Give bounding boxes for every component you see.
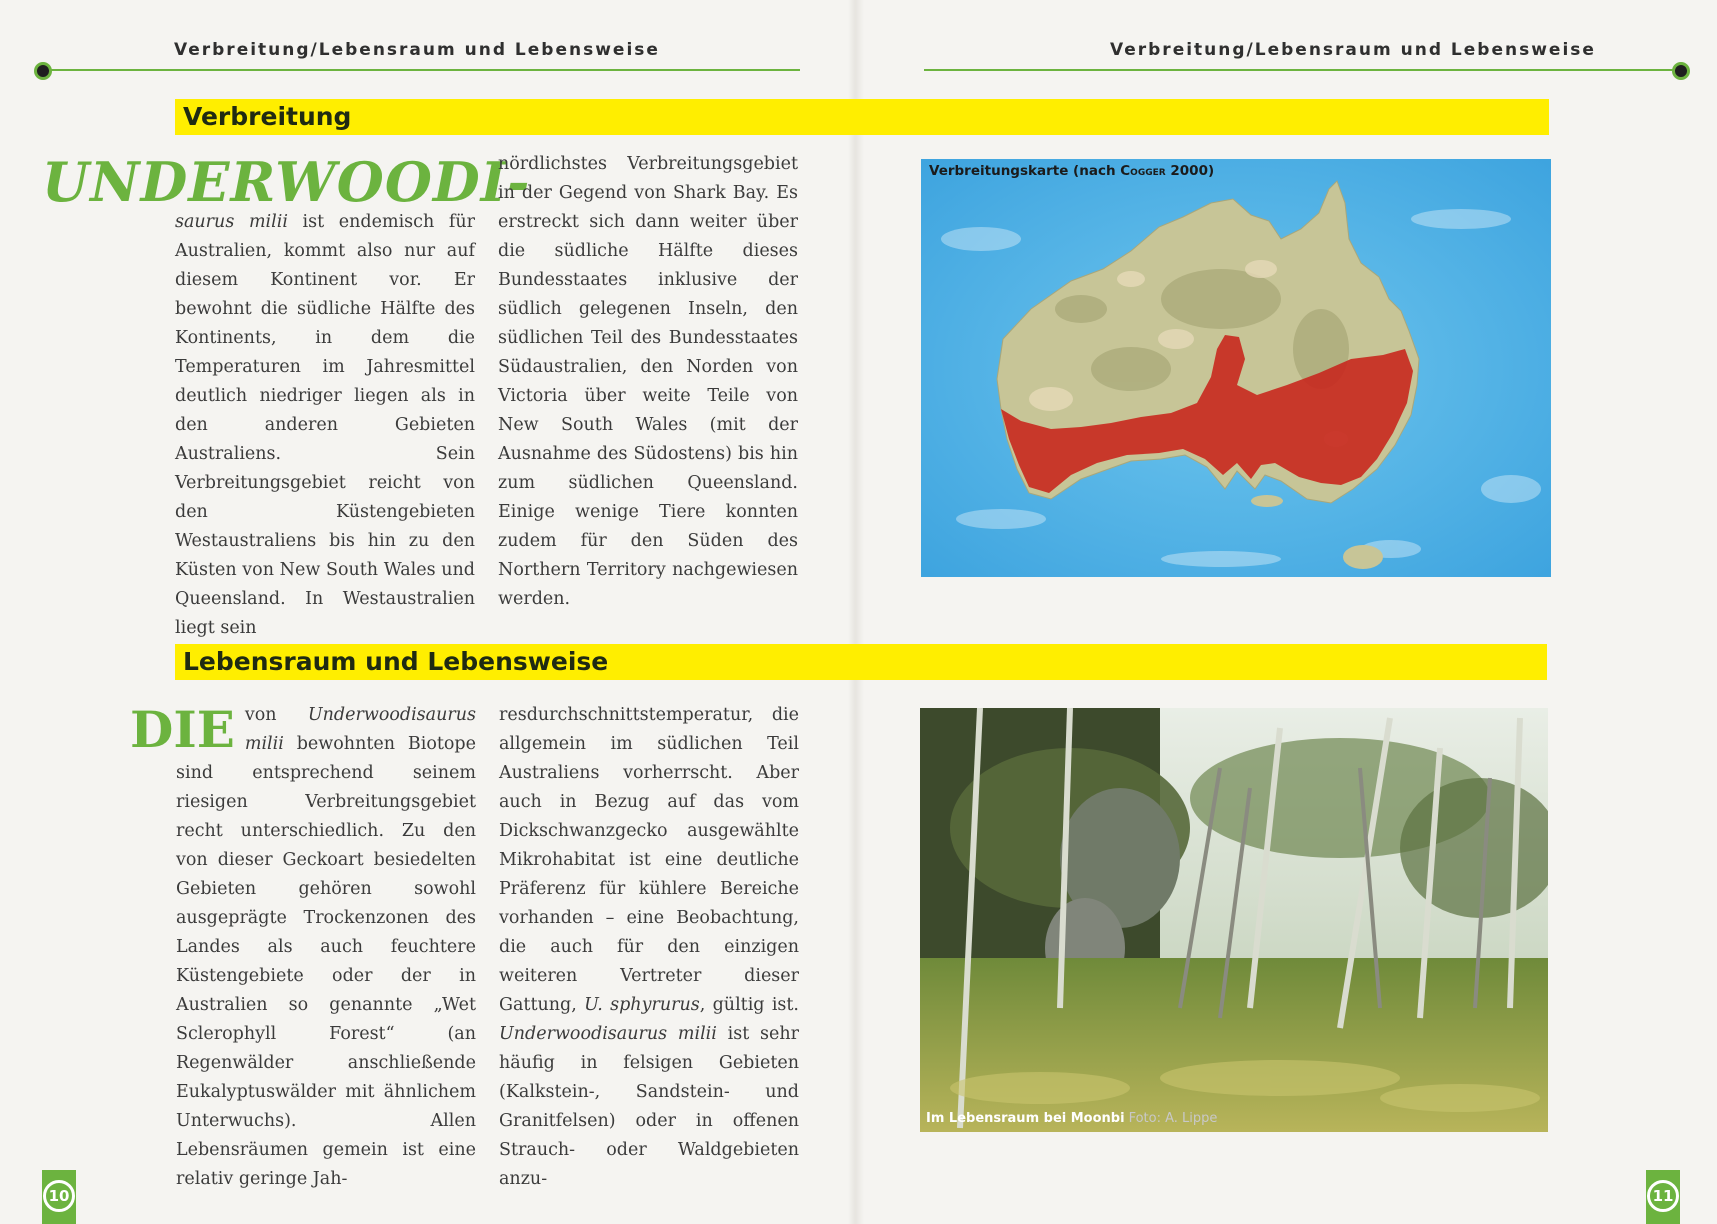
lebensraum-text-2c: ist sehr häufig in felsigen Gebieten (Kalkstein-, Sandstein- und Granitfelsen) oder in offenen Strauch- oder Waldgebieten anzu- — [499, 1024, 799, 1189]
species-name-italic: saurus milii — [175, 212, 288, 232]
map-caption-text: Verbreitungskarte (nach — [929, 163, 1121, 179]
verbreitung-column-2 — [498, 150, 798, 614]
header-rule-dot-right — [1672, 62, 1690, 80]
page-number-right — [1646, 1170, 1680, 1224]
photo-caption-text: Im Lebensraum bei Moonbi — [926, 1111, 1125, 1126]
photo-credit: Foto: A. Lippe — [1128, 1111, 1218, 1126]
forest-photo-graphic — [920, 708, 1548, 1132]
page-number-left — [42, 1170, 76, 1224]
section-title-verbreitung: Verbreitung — [183, 102, 352, 131]
lebensraum-column-2 — [499, 701, 799, 1194]
species-name-sphyrurus: U. sphyrurus — [584, 995, 700, 1015]
page-number-right-label: 11 — [1647, 1180, 1679, 1212]
spread-gutter — [848, 0, 864, 1224]
species-name-milii: Underwoodisaurus milii — [499, 1024, 717, 1044]
habitat-photo — [920, 708, 1548, 1132]
running-head-left: Verbreitung/Lebensraum und Lebensweise — [174, 40, 660, 60]
verbreitung-text-1: ist endemisch für Australien, kommt also nur auf diesem Kontinent vor. Er bewohnt die südliche Hälfte des Kontinents, in dem die Temperaturen im Jahresmittel deutlich niedriger liegen als in den anderen Gebieten Australiens. Sein Verbreitungsgebiet reicht von den Küstengebieten Westaustraliens bis hin zu den Küsten von New South Wales und Queensland. In Westaustralien liegt sein — [175, 212, 475, 638]
verbreitung-column-1 — [175, 208, 475, 643]
kangaroo-island — [1251, 495, 1283, 507]
lebensraum-text-2a: resdurchschnittstemperatur, die allgemein im südlichen Teil Australiens vorherrscht. Aber auch in Bezug auf das vom Dickschwanzgecko ausgewählte Mikrohabitat ist eine deutliche Präferenz für kühlere Bereiche vorhanden – eine Beobachtung, die auch für den einzigen weiteren Vertreter dieser Gattung, — [499, 705, 799, 1015]
dropcap-underwoodi: UNDERWOODI- — [42, 150, 531, 214]
running-head-right: Verbreitung/Lebensraum und Lebensweise — [1110, 40, 1596, 60]
verbreitung-text-2: nördlichstes Verbreitungsgebiet in der Gegend von Shark Bay. Es erstreckt sich dann weiter über die südliche Hälfte dieses Bundesstaates inklusive der südlich gelegenen Inseln, den südlichen Teil des Bundesstaates Südaustralien, den Norden von Victoria über weite Teile von New South Wales (mit der Ausnahme des Südostens) bis hin zum südlichen Queensland. Einige wenige Tiere konnten zudem für den Süden des Northern Territory nachgewiesen werden. — [498, 154, 798, 609]
page-number-left-label: 10 — [43, 1180, 75, 1212]
map-caption-author: Cogger — [1120, 163, 1166, 179]
dropcap-die: DIE — [130, 700, 235, 759]
lebensraum-text-1b: bewohnten Biotope sind entsprechend seinem riesigen Verbreitungsgebiet recht unterschiedlich. Zu den von dieser Geckoart besiedelten Gebieten gehören sowohl ausgeprägte Trockenzonen des Landes als auch feuchtere Küstengebiete oder der in Australien so genannte „Wet Sclerophyll Forest“ (an Regenwälder anschließende Eukalyptuswälder mit ähnlichem Unterwuchs). Allen Lebensräumen gemein ist eine relativ geringe Jah- — [176, 734, 476, 1189]
header-rule-dot-left — [34, 62, 52, 80]
section-band-verbreitung — [175, 99, 1549, 135]
distribution-map — [921, 159, 1551, 577]
photo-caption — [926, 1111, 1217, 1126]
map-caption — [929, 163, 1214, 179]
section-title-lebensraum: Lebensraum und Lebensweise — [183, 647, 609, 676]
header-rule-left — [44, 69, 800, 71]
lebensraum-text-1a: von — [244, 705, 308, 725]
australia-map-graphic — [921, 159, 1551, 577]
tasmania — [1343, 545, 1383, 569]
header-rule-right — [924, 69, 1679, 71]
species-name-italic-2: Underwoodisaurus milii — [244, 705, 476, 754]
lebensraum-text-2b: , gültig ist. — [699, 995, 799, 1015]
map-caption-year: 2000) — [1165, 163, 1215, 179]
lebensraum-column-1 — [130, 700, 476, 1194]
